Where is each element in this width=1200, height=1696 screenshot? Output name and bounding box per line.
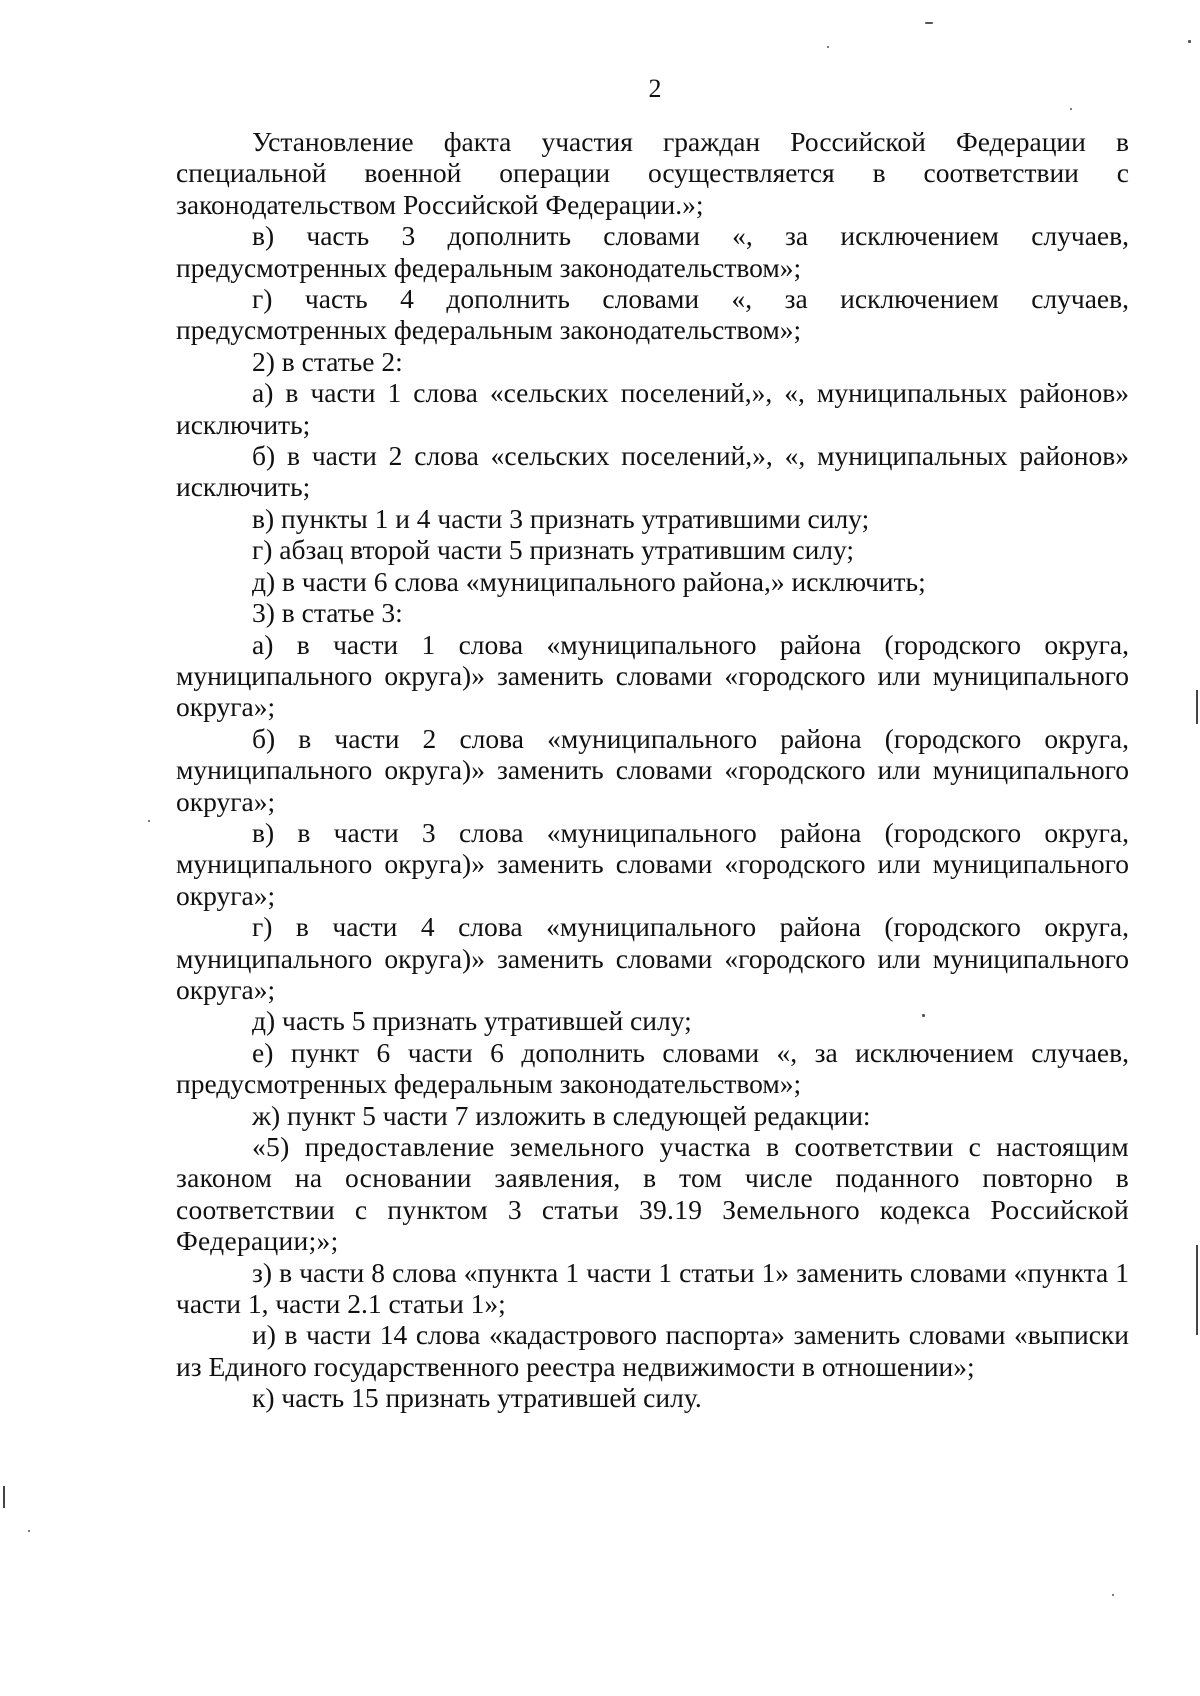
paragraph: ж) пункт 5 части 7 изложить в следующей редакции: [252, 1099, 871, 1131]
scan-speck [1188, 40, 1191, 43]
scan-edge-mark [1196, 1245, 1198, 1335]
paragraph: в) часть 3 дополнить словами «, за исключением случаев, предусмотренных федеральным законодательством»; [176, 220, 1129, 283]
paragraph: г) в части 4 слова «муниципального района (городского округа, муниципального округа)» заменить словами «городского или муниципального округа»; [176, 911, 1129, 1005]
paragraph: 2) в статье 2: [252, 345, 403, 377]
paragraph: а) в части 1 слова «сельских поселений,», «, муниципальных районов» исключить; [176, 377, 1129, 440]
paragraph: в) пункты 1 и 4 части 3 признать утратившими силу; [252, 502, 870, 534]
scan-speck [1112, 1594, 1114, 1596]
scan-speck [925, 22, 933, 24]
page-number: 2 [648, 74, 662, 103]
paragraph: з) в части 8 слова «пункта 1 части 1 статьи 1» заменить словами «пункта 1 части 1, части 2.1 статьи 1»; [176, 1256, 1129, 1320]
paragraph: Установление факта участия граждан Российской Федерации в специальной военной операции осуществляется в соответствии с законодательством Российской Федерации.»; [176, 126, 1129, 220]
paragraph: б) в части 2 слова «муниципального района (городского округа, муниципального округа)» заменить словами «городского или муниципального округа»; [176, 722, 1129, 817]
paragraph: а) в части 1 слова «муниципального района (городского округа, муниципального округа)» заменить словами «городского или муниципального округа»; [176, 628, 1129, 723]
scan-speck [28, 1530, 30, 1532]
paragraph: и) в части 14 слова «кадастрового паспорта» заменить словами «выписки из Единого государственного реестра недвижимости в отношении»; [176, 1319, 1129, 1382]
scan-speck [827, 46, 829, 48]
paragraph: д) часть 5 признать утратившей силу; [252, 1005, 692, 1037]
paragraph: 3) в статье 3: [252, 597, 403, 629]
paragraph: г) абзац второй части 5 признать утратившим силу; [252, 534, 855, 566]
document-body [176, 126, 1129, 1414]
paragraph: «5) предоставление земельного участка в соответствии с настоящим законом на основании заявления, в том числе поданного повторно в соответствии с пунктом 3 статьи 39.19 Земельного кодекса Российской Федерации;»; [176, 1131, 1129, 1257]
scan-speck [922, 1014, 925, 1017]
paragraph: д) в части 6 слова «муниципального района,» исключить; [252, 565, 926, 597]
paragraph: к) часть 15 признать утратившей силу. [252, 1382, 702, 1414]
scan-speck [1070, 108, 1072, 110]
scan-speck [148, 820, 150, 822]
paragraph: б) в части 2 слова «сельских поселений,», «, муниципальных районов» исключить; [176, 440, 1129, 503]
scan-edge-mark [1196, 690, 1198, 724]
paragraph: е) пункт 6 части 6 дополнить словами «, за исключением случаев, предусмотренных федеральным законодательством»; [176, 1036, 1129, 1100]
paragraph: г) часть 4 дополнить словами «, за исключением случаев, предусмотренных федеральным законодательством»; [176, 283, 1129, 346]
paragraph: в) в части 3 слова «муниципального района (городского округа, муниципального округа)» заменить словами «городского или муниципального округа»; [176, 816, 1129, 911]
scan-edge-mark [3, 1486, 5, 1508]
